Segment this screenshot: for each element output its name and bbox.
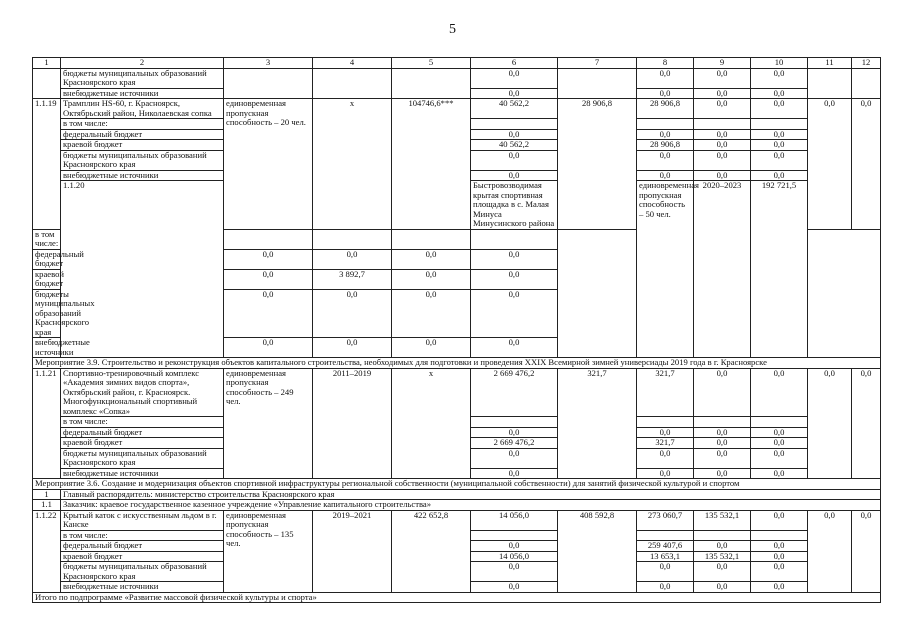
- measure-title: Мероприятие 3.6. Создание и модернизация объектов спортивной инфраструктуры региональной собственности (муниципальной собственности) для занятий физической культурой и спортом: [33, 479, 881, 490]
- cell: 0,0: [751, 551, 808, 562]
- source-label: в том числе:: [33, 229, 61, 249]
- col-num: 9: [694, 58, 751, 69]
- section-title: Главный распорядитель: министерство строительства Красноярского края: [61, 489, 881, 500]
- total-label: Итого по подпрограмме «Развитие массовой физической культуры и спорта»: [33, 592, 881, 603]
- table-row: [33, 510, 881, 530]
- cell: 273 060,7: [637, 510, 694, 530]
- cell: 0,0: [694, 140, 751, 151]
- cell: 0,0: [637, 582, 694, 593]
- cell: 0,0: [751, 438, 808, 449]
- source-label: в том числе:: [61, 530, 224, 541]
- cell: 0,0: [471, 129, 558, 140]
- section-number: 1.1: [33, 500, 61, 511]
- page-number: 5: [449, 22, 456, 37]
- cell: 0,0: [694, 438, 751, 449]
- cell: 0,0: [751, 510, 808, 530]
- estimated-cost: 192 721,5: [751, 181, 808, 358]
- cell: 0,0: [313, 249, 392, 269]
- cell: 0,0: [637, 88, 694, 99]
- source-label: краевой бюджет: [33, 269, 61, 289]
- cell: 40 562,2: [471, 99, 558, 119]
- cell: 0,0: [751, 170, 808, 181]
- section-row: [33, 500, 881, 511]
- source-label: внебюджетные источники: [61, 582, 224, 593]
- cell: 0,0: [751, 427, 808, 438]
- source-label: внебюджетные источники: [61, 88, 224, 99]
- cell: 2 669 476,2: [471, 438, 558, 449]
- cell: 0,0: [471, 150, 558, 170]
- cell: 408 592,8: [558, 510, 637, 592]
- cell: 0,0: [637, 129, 694, 140]
- period: 2019–2021: [313, 510, 392, 592]
- cell: 0,0: [694, 99, 751, 119]
- cell: 321,7: [637, 438, 694, 449]
- cell: 0,0: [224, 269, 313, 289]
- cell: 0,0: [637, 468, 694, 479]
- table-row: [33, 99, 881, 119]
- cell: 0,0: [392, 269, 471, 289]
- source-label: краевой бюджет: [61, 551, 224, 562]
- cell: 0,0: [224, 249, 313, 269]
- source-label: краевой бюджет: [61, 140, 224, 151]
- col-num: 5: [392, 58, 471, 69]
- cell: 0,0: [471, 249, 558, 269]
- source-label: бюджеты муниципальных образований Красноярского края: [33, 289, 61, 338]
- cell: 0,0: [471, 170, 558, 181]
- cell: 0,0: [471, 541, 558, 552]
- cell: 0,0: [694, 427, 751, 438]
- source-label: краевой бюджет: [61, 438, 224, 449]
- estimated-cost: x: [392, 368, 471, 479]
- cell: 0,0: [471, 269, 558, 289]
- source-label: федеральный бюджет: [61, 129, 224, 140]
- cell: 0,0: [392, 249, 471, 269]
- row-number: 1.1.19: [33, 99, 61, 230]
- cell: 40 562,2: [471, 140, 558, 151]
- col-num: 11: [808, 58, 852, 69]
- cell: 0,0: [471, 289, 558, 338]
- object-name: Быстровозводимая крытая спортивная площадка в с. Малая Минуса Минусинского района: [471, 181, 558, 230]
- cell: 28 906,8: [637, 99, 694, 119]
- source-label: федеральный бюджет: [33, 249, 61, 269]
- capacity: единовременная пропускная способность – 50 чел.: [637, 181, 694, 358]
- cell: 259 407,6: [637, 541, 694, 552]
- cell: 0,0: [694, 582, 751, 593]
- cell: 321,7: [637, 368, 694, 417]
- cell: 0,0: [392, 338, 471, 358]
- total-row: [33, 592, 881, 603]
- cell: 0,0: [694, 368, 751, 417]
- cell: 0,0: [694, 541, 751, 552]
- cell: 3 892,7: [313, 269, 392, 289]
- section-title: Заказчик: краевое государственное казенное учреждение «Управление капитального строительства»: [61, 500, 881, 511]
- col-num: 10: [751, 58, 808, 69]
- source-label: бюджеты муниципальных образований Красноярского края: [61, 150, 224, 170]
- cell: 0,0: [637, 562, 694, 582]
- budget-table: [32, 57, 881, 603]
- cell: 0,0: [694, 129, 751, 140]
- cell: 0,0: [808, 510, 852, 592]
- col-num: 1: [33, 58, 61, 69]
- col-num: 6: [471, 58, 558, 69]
- cell: 0,0: [751, 562, 808, 582]
- col-num: 7: [558, 58, 637, 69]
- cell: 321,7: [558, 368, 637, 479]
- cell: 0,0: [751, 541, 808, 552]
- estimated-cost: 422 652,8: [392, 510, 471, 592]
- object-name: Спортивно-тренировочный комплекс «Академия зимних видов спорта», Октябрьский район, г. Красноярск. Многофункциональный спортивный комплекс «Сопка»: [61, 368, 224, 417]
- cell: 0,0: [852, 99, 881, 230]
- cell: 0,0: [852, 510, 881, 592]
- table-row: [33, 368, 881, 417]
- col-num: 4: [313, 58, 392, 69]
- cell: 0,0: [637, 170, 694, 181]
- cell: 0,0: [694, 468, 751, 479]
- section-row: [33, 358, 881, 369]
- cell: 0,0: [471, 448, 558, 468]
- cell: 0,0: [751, 468, 808, 479]
- cell: 28 906,8: [558, 99, 637, 230]
- capacity: единовременная пропускная способность – 135 чел.: [224, 510, 313, 592]
- col-num: 8: [637, 58, 694, 69]
- cell: 0,0: [694, 448, 751, 468]
- source-label: внебюджетные источники: [33, 338, 61, 358]
- table-row: [33, 68, 881, 88]
- source-label: бюджеты муниципальных образований Красноярского края: [61, 68, 224, 88]
- cell: 0,0: [471, 68, 558, 88]
- cell: 0,0: [694, 170, 751, 181]
- cell: 14 056,0: [471, 551, 558, 562]
- section-row: [33, 489, 881, 500]
- cell: 0,0: [694, 68, 751, 88]
- cell: 28 906,8: [637, 140, 694, 151]
- cell: 0,0: [751, 582, 808, 593]
- section-number: 1: [33, 489, 61, 500]
- cell: 0,0: [808, 99, 852, 230]
- measure-title: Мероприятие 3.9. Строительство и реконструкция объектов капитального строительства, необходимых для подготовки и проведения XXIX Всемирной зимней универсиады 2019 года в г. Красноярске: [33, 358, 881, 369]
- cell: 0,0: [392, 289, 471, 338]
- cell: 14 056,0: [471, 510, 558, 530]
- col-num: 2: [61, 58, 224, 69]
- cell: 0,0: [471, 562, 558, 582]
- cell: 0,0: [471, 468, 558, 479]
- capacity: единовременная пропускная способность – 20 чел.: [224, 99, 313, 230]
- estimated-cost: 104746,6***: [392, 99, 471, 230]
- cell: 135 532,1: [694, 510, 751, 530]
- source-label: в том числе:: [61, 119, 224, 130]
- object-name: Крытый каток с искусственным льдом в г. Канске: [61, 510, 224, 530]
- cell: 0,0: [694, 88, 751, 99]
- cell: 13 653,1: [637, 551, 694, 562]
- cell: 0,0: [471, 338, 558, 358]
- cell: 0,0: [751, 68, 808, 88]
- cell: 0,0: [751, 368, 808, 417]
- source-label: бюджеты муниципальных образований Красноярского края: [61, 448, 224, 468]
- column-number-row: [33, 58, 881, 69]
- cell: 0,0: [471, 88, 558, 99]
- source-label: в том числе:: [61, 417, 224, 428]
- cell: 0,0: [852, 368, 881, 479]
- cell: 0,0: [637, 150, 694, 170]
- section-row: [33, 479, 881, 490]
- cell: 135 532,1: [694, 551, 751, 562]
- cell: 0,0: [751, 140, 808, 151]
- cell: 0,0: [751, 99, 808, 119]
- cell: 0,0: [694, 562, 751, 582]
- row-number: 1.1.22: [33, 510, 61, 592]
- cell: 0,0: [751, 88, 808, 99]
- col-num: 12: [852, 58, 881, 69]
- cell: 0,0: [313, 338, 392, 358]
- cell: 0,0: [224, 338, 313, 358]
- cell: 0,0: [637, 448, 694, 468]
- period: 2011–2019: [313, 368, 392, 479]
- cell: 2 669 476,2: [471, 368, 558, 417]
- source-label: федеральный бюджет: [61, 541, 224, 552]
- cell: 0,0: [751, 129, 808, 140]
- source-label: бюджеты муниципальных образований Красноярского края: [61, 562, 224, 582]
- cell: 0,0: [224, 289, 313, 338]
- row-number: 1.1.21: [33, 368, 61, 479]
- source-label: внебюджетные источники: [61, 468, 224, 479]
- cell: 0,0: [471, 427, 558, 438]
- cell: 0,0: [471, 582, 558, 593]
- cell: 0,0: [637, 68, 694, 88]
- cell: 0,0: [694, 150, 751, 170]
- row-number: 1.1.20: [61, 181, 224, 358]
- capacity: единовременная пропускная способность – 249 чел.: [224, 368, 313, 479]
- cell: 0,0: [751, 448, 808, 468]
- source-label: федеральный бюджет: [61, 427, 224, 438]
- period: x: [313, 99, 392, 230]
- cell: 0,0: [637, 427, 694, 438]
- col-num: 3: [224, 58, 313, 69]
- object-name: Трамплин HS-60, г. Красноярск, Октябрьский район, Николаевская сопка: [61, 99, 224, 119]
- cell: 0,0: [313, 289, 392, 338]
- source-label: внебюджетные источники: [61, 170, 224, 181]
- cell: 0,0: [751, 150, 808, 170]
- period: 2020–2023: [694, 181, 751, 358]
- cell: 0,0: [808, 368, 852, 479]
